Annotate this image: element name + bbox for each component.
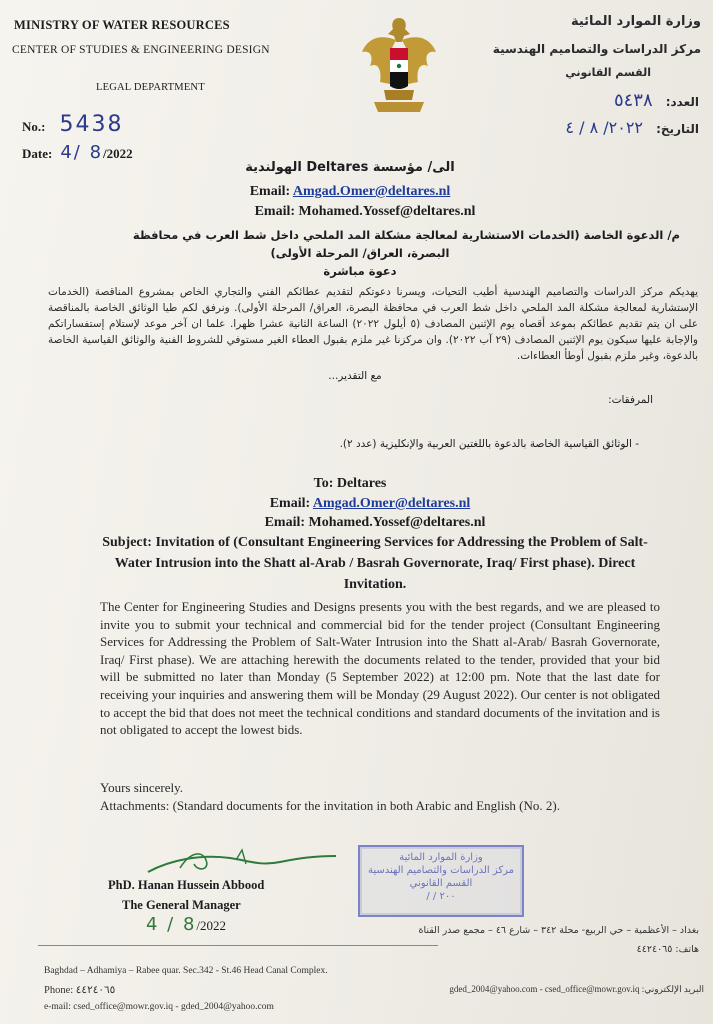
- letterhead-dept-en: LEGAL DEPARTMENT: [96, 82, 205, 93]
- ref-number-label: No.:: [22, 119, 46, 134]
- body-en: The Center for Engineering Studies and Designs presents you with the best regards, and we are pleased to invite you to submit your technical and commercial bid for the tender project (Consultant Engineering Services for Addressing the Problem of Salt-Water Intrusion into the Shatt al-Arab/ Basrah Governorate, Iraq/ First phase). We are attaching herewith the documents related to the tender, provided that your bid will be submitted no later than Monday (5 September 2022) at 12:00 pm. Note that the last date for receiving your inquiries and answering them will be Monday (29 August 2022). Our center is not obligated to accept the bid that does not meet the technical conditions and standard documents of the invitation and is not obligated to accept the lowest bids.: [100, 599, 660, 738]
- signatory-name: PhD. Hanan Hussein Abbood: [108, 878, 265, 892]
- attachment-item-ar: - الوثائق القياسية الخاصة بالدعوة باللغتين العربية والإنكليزية (عدد ٢).: [339, 438, 639, 450]
- addressee-email-1-en: [220, 496, 520, 512]
- stamp-line-2: مركز الدراسات والتصاميم الهندسية: [367, 865, 515, 876]
- letterhead-center-en: CENTER OF STUDIES & ENGINEERING DESIGN: [12, 44, 270, 56]
- footer-address-en: Baghdad – Adhamiya – Rabee quar. Sec.342 - St.46 Head Canal Complex.: [44, 966, 328, 976]
- footer-address-ar: بغداد – الأعظمية – حي الربيع- محلة ٣٤٢ – شارع ٤٦ – مجمع صدر القناة: [418, 925, 699, 936]
- signature-scribble-icon: [140, 842, 340, 882]
- footer-phone-ar: هاتف: ٤٤٢٤٠٦٥: [636, 944, 699, 955]
- stamp-line-1: وزارة الموارد المائية: [399, 852, 483, 863]
- addressee-email-1-ar: [200, 184, 500, 200]
- email-label: Email:: [269, 496, 311, 511]
- ref-date-year: /2022: [103, 146, 133, 161]
- ref-date-field: [22, 142, 133, 163]
- body-ar: يهديكم مركز الدراسات والتصاميم الهندسية أطيب التحيات، ويسرنا دعوتكم لتقديم عطائكم الفني والتجاري الخاص بمشروع المناقصة (الخدمات الإستشارية لمعالجة مشكلة المد الملحي داخل شط العرب في محافظة البصرة، العراق/ المرحلة الأولى). ونرفق لكم طيا الوثائق الخاصة بالمناقصة على ان يتم تقديم عطائكم بموعد أقصاه يوم الإثنين المصادف (٥ أيلول ٢٠٢٢) الساعة الثانية عشرا ظهرا. علما ان آخر موعد لإستلام إستفساراتكم والإجابة عليها سيكون يوم الإثنين المصادف (٢٩ آب ٢٠٢٢). وان مركزنا غير ملزم بقبول العطاء الغير مستوفي للشروط الفنية والوثائق القياسية الخاصة بالدعوة، وغير ملزم بقبول أوطأ العطاءات.: [48, 286, 699, 362]
- signature-date: [146, 914, 226, 935]
- attachments-en: Attachments: (Standard documents for the invitation in both Arabic and English (No. 2).: [100, 798, 560, 813]
- signatory-title: The General Manager: [122, 898, 241, 912]
- letterhead-ministry-en: MINISTRY OF WATER RESOURCES: [14, 18, 230, 32]
- footer-email-en: e-mail: csed_office@mowr.gov.iq - gded_2004@yahoo.com: [44, 1002, 274, 1012]
- footer-phone-en: Phone: ٤٤٢٤٠٦٥: [44, 985, 116, 996]
- signature-date-hand: 4 / 8: [146, 914, 197, 935]
- ref-number-field: [22, 112, 123, 137]
- stamp-line-3: القسم القانوني: [409, 878, 473, 889]
- footer-email-ar: gded_2004@yahoo.com - csed_office@mowr.gov.iq :البريد الإلكتروني: [449, 984, 704, 994]
- ref-date-value-ar: ٢٠٢٢/ ٨ / ٤: [565, 118, 644, 137]
- ref-number-value: 5438: [59, 112, 124, 137]
- stamp-line-4: ٢٠٠ / /: [426, 891, 456, 902]
- ref-date-field-ar: [489, 118, 699, 137]
- email-link-amgad-en[interactable]: Amgad.Omer@deltares.nl: [312, 496, 471, 511]
- subject-ar-line3: دعوة مباشرة: [323, 264, 397, 278]
- letterhead-ministry-ar: وزارة الموارد المائية: [570, 14, 701, 29]
- signature-date-year: /2022: [196, 918, 227, 933]
- letterhead-dept-ar: القسم القانوني: [565, 66, 651, 79]
- ref-number-label-ar: العدد:: [665, 95, 699, 109]
- subject-ar-line1: م/ الدعوة الخاصة (الخدمات الاستشارية لمعالجة مشكلة المد الملحي داخل شط العرب في محافظة: [132, 228, 680, 242]
- iraq-eagle-emblem-icon: [360, 12, 438, 124]
- email-link-amgad[interactable]: Amgad.Omer@deltares.nl: [292, 184, 451, 199]
- subject-en: Subject: Invitation of (Consultant Engineering Services for Addressing the Problem of Salt-Water Intrusion into the Shatt al-Arab / Basrah Governorate, Iraq/ First phase). Direct Invitation.: [102, 535, 648, 592]
- email-label: Email:: [249, 184, 291, 199]
- letterhead-center-ar: مركز الدراسات والتصاميم الهندسية: [492, 42, 701, 56]
- regards-ar: مع التقدير...: [328, 370, 382, 382]
- ref-date-hand: 4/ 8: [60, 142, 104, 163]
- addressee-email-2-en: Email: Mohamed.Yossef@deltares.nl: [264, 515, 486, 530]
- legal-department-stamp-icon: [358, 845, 524, 917]
- addressee-ar: الى/ مؤسسة Deltares الهولندية: [245, 160, 455, 175]
- addressee-en: To: Deltares: [313, 476, 387, 491]
- ref-date-label: Date:: [22, 146, 53, 161]
- addressee-email-2-ar: [200, 204, 530, 220]
- email-label: Email:: [254, 204, 296, 219]
- ref-number-field-ar: [499, 90, 699, 111]
- subject-ar-line2: البصرة، العراق/ المرحلة الأولى): [270, 246, 450, 260]
- ref-number-value-ar: ٥٤٣٨: [613, 90, 653, 111]
- closing-en: Yours sincerely.: [100, 780, 184, 795]
- ref-date-label-ar: التاريخ:: [656, 122, 699, 136]
- email-text-mohamed: Mohamed.Yossef@deltares.nl: [298, 204, 476, 219]
- attachments-label-ar: المرفقات:: [608, 394, 653, 406]
- footer-divider: [38, 945, 438, 946]
